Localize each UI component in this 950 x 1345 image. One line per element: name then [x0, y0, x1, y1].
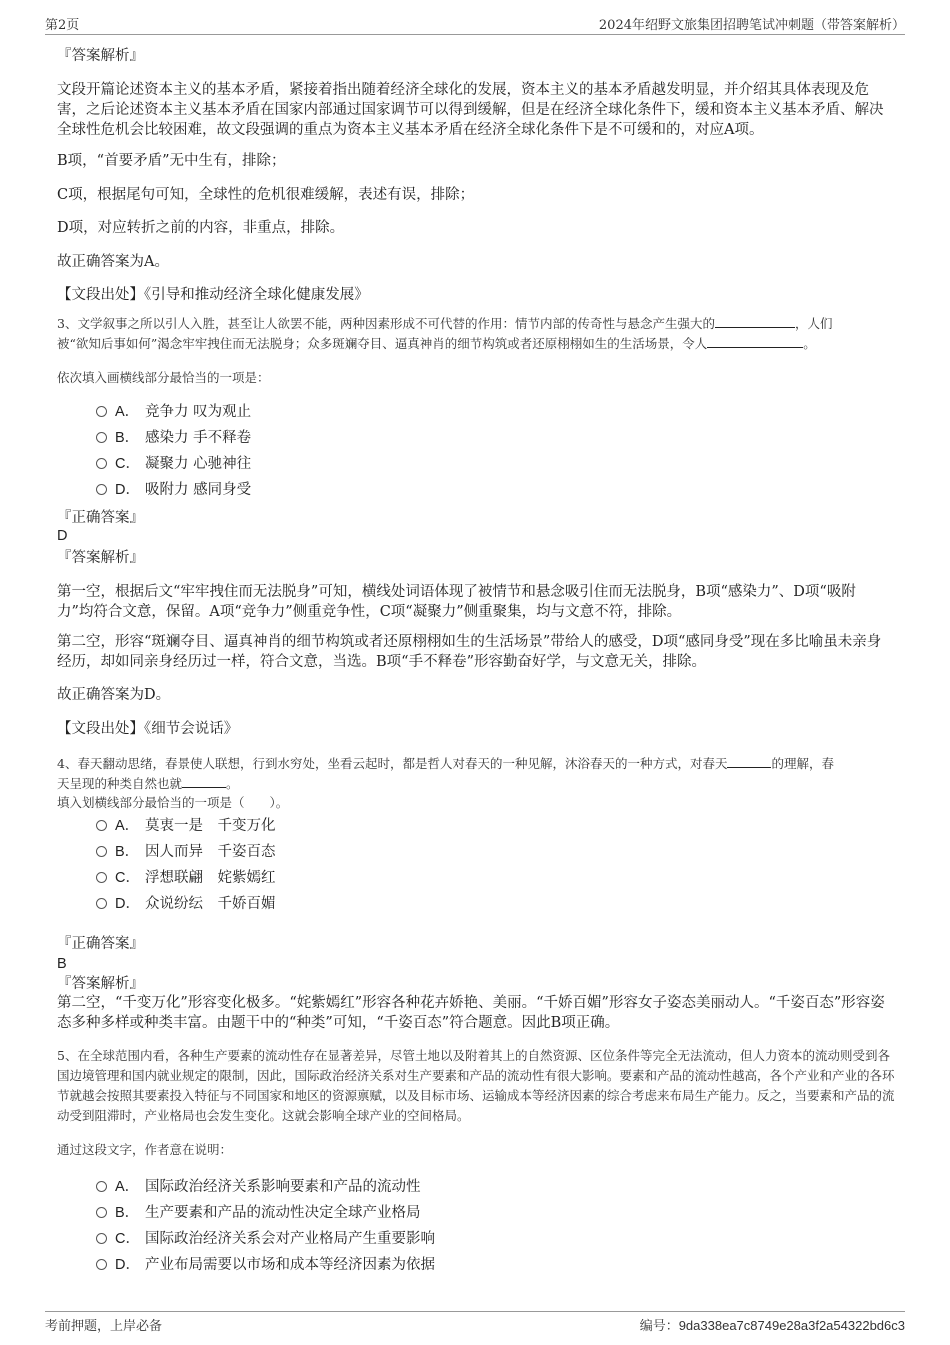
q4-analysis-paragraph: 第二空，“千变万化”形容变化极多。“姹紫嫣红”形容各种花卉娇艳、美丽。“千娇百媚”形容女子姿态美丽动人。“千姿百态”形容姿态多种多样或种类丰富。由题干中的“种类”可知，“千姿百态”符合题意。因此B项正确。: [57, 995, 885, 1031]
page-footer: [45, 1311, 905, 1334]
q3-option-d[interactable]: D． 吸附力 感同身受: [96, 477, 596, 503]
q3-conclusion: 故正确答案为D。: [57, 687, 171, 703]
q3-prompt: 依次填入画横线部分最恰当的一项是：: [57, 370, 270, 385]
q2-analysis-option-c: C项，根据尾句可知，全球性的危机很难缓解，表述有误，排除；: [57, 187, 475, 203]
q4-prompt: 填入划横线部分最恰当的一项是（ ）。: [57, 795, 289, 810]
q2-conclusion: 故正确答案为A。: [57, 254, 169, 270]
q4-answer: B: [57, 956, 67, 972]
q2-analysis-paragraph: 文段开篇论述资本主义的基本矛盾，紧接着指出随着经济全球化的发展，资本主义的基本矛盾越发明显，并介绍其具体表现及危害，之后论述资本主义基本矛盾在国家内部通过国家调节可以得到缓解，但是在经济全球化条件下，缓和资本主义基本矛盾、解决全球性危机会比较困难，故文段强调的重点为资本主义基本矛盾在经济全球化条件下是不可缓和的，对应A项。: [57, 82, 884, 138]
radio-icon[interactable]: [96, 484, 107, 495]
radio-icon[interactable]: [96, 1181, 107, 1192]
q2-analysis-option-d: D项，对应转折之前的内容，非重点，排除。: [57, 220, 345, 236]
q2-analysis-heading: 『答案解析』: [57, 48, 144, 64]
page-header: [45, 14, 905, 35]
radio-icon[interactable]: [96, 1233, 107, 1244]
q3-stem: 3、文学叙事之所以引人入胜，甚至让人欲罢不能，两种因素形成不可代替的作用：情节内部的传奇性与悬念产生强大的 ，人们 被“欲知后事如何”渴念牢牢拽住而无法脱身；众多斑斓夺目、逼真神肖的细节构筑或者还原栩栩如生的生活场景，令人 。: [57, 316, 833, 351]
page-number: 第2页: [45, 18, 80, 33]
q5-stem: 5、在全球范围内看，各种生产要素的流动性存在显著差异，尽管土地以及附着其上的自然资源、区位条件等完全无法流动，但人力资本的流动则受到各国边境管理和国内就业规定的限制，因此，国际政治经济关系对生产要素和产品的流动性有很大影响。要素和产品的流动性越高，各个产业和产业的各环节就越会按照其要素投入特征与不同国家和地区的资源禀赋，以及目标市场、运输成本等经济因素的综合考虑来布局生产能力。反之，当要素和产品的流动受到阻滞时，产业格局也会发生变化。这就会影响全球产业的空间格局。: [57, 1048, 895, 1123]
q5-option-a[interactable]: A． 国际政治经济关系影响要素和产品的流动性: [96, 1174, 596, 1200]
q4-option-b[interactable]: B． 因人而异 千姿百态: [96, 839, 596, 865]
radio-icon[interactable]: [96, 432, 107, 443]
radio-icon[interactable]: [96, 846, 107, 857]
radio-icon[interactable]: [96, 1259, 107, 1270]
q3-options: [96, 399, 596, 503]
radio-icon[interactable]: [96, 898, 107, 909]
q3-blank-2: [707, 335, 803, 348]
radio-icon[interactable]: [96, 406, 107, 417]
q3-source: 【文段出处】《细节会说话》: [57, 721, 239, 737]
q4-option-c[interactable]: C． 浮想联翩 姹紫嫣红: [96, 865, 596, 891]
q4-stem: 4、春天翻动思绪，春景使人联想，行到水穷处，坐看云起时，都是哲人对春天的一种见解，沐浴春天的一种方式，对春天 的理解，春 天呈现的种类自然也就 。: [57, 756, 834, 791]
q3-analysis-paragraph-2: 第二空，形容“斑斓夺目、逼真神肖的细节构筑或者还原栩栩如生的生活场景”带给人的感受，D项“感同身受”现在多比喻虽未亲身经历，却如同亲身经历过一样，符合文意，当选。B项“手不释卷”形容勤奋好学，与文意无关，排除。: [57, 634, 882, 670]
document-title: 2024年绍野文旅集团招聘笔试冲刺题（带答案解析）: [598, 18, 905, 33]
radio-icon[interactable]: [96, 458, 107, 469]
document-code: 编号：9da338ea7c8749e28a3f2a54322bd6c3: [639, 1318, 905, 1333]
q4-option-d[interactable]: D． 众说纷纭 千娇百媚: [96, 891, 596, 917]
q3-answer-heading: 『正确答案』: [57, 510, 144, 526]
radio-icon[interactable]: [96, 820, 107, 831]
q5-option-d[interactable]: D． 产业布局需要以市场和成本等经济因素为依据: [96, 1252, 596, 1278]
q4-answer-heading: 『正确答案』: [57, 936, 144, 952]
q5-option-b[interactable]: B． 生产要素和产品的流动性决定全球产业格局: [96, 1200, 596, 1226]
q5-prompt: 通过这段文字，作者意在说明：: [57, 1142, 233, 1157]
q3-option-b[interactable]: B． 感染力 手不释卷: [96, 425, 596, 451]
q3-blank-1: [715, 315, 795, 328]
q4-analysis-heading: 『答案解析』: [57, 976, 144, 992]
radio-icon[interactable]: [96, 1207, 107, 1218]
q4-options: [96, 813, 596, 917]
q3-answer: D: [57, 528, 68, 544]
q4-blank-2: [182, 775, 226, 788]
q3-option-a[interactable]: A． 竞争力 叹为观止: [96, 399, 596, 425]
radio-icon[interactable]: [96, 872, 107, 883]
q4-blank-1: [727, 755, 771, 768]
q2-source: 【文段出处】《引导和推动经济全球化健康发展》: [57, 287, 369, 303]
q5-option-c[interactable]: C． 国际政治经济关系会对产业格局产生重要影响: [96, 1226, 596, 1252]
q3-analysis-heading: 『答案解析』: [57, 550, 144, 566]
footer-slogan: 考前押题，上岸必备: [45, 1319, 163, 1334]
q2-analysis-option-b: B项，“首要矛盾”无中生有，排除；: [57, 153, 286, 169]
q4-option-a[interactable]: A． 莫衷一是 千变万化: [96, 813, 596, 839]
q3-analysis-paragraph-1: 第一空，根据后文“牢牢拽住而无法脱身”可知，横线处词语体现了被情节和悬念吸引住而无法脱身，B项“感染力”、D项“吸附力”均符合文意，保留。A项“竞争力”侧重竞争性，C项“凝聚力”侧重聚集，均与文意不符，排除。: [57, 584, 856, 620]
q5-options: [96, 1174, 596, 1278]
q3-option-c[interactable]: C． 凝聚力 心驰神往: [96, 451, 596, 477]
